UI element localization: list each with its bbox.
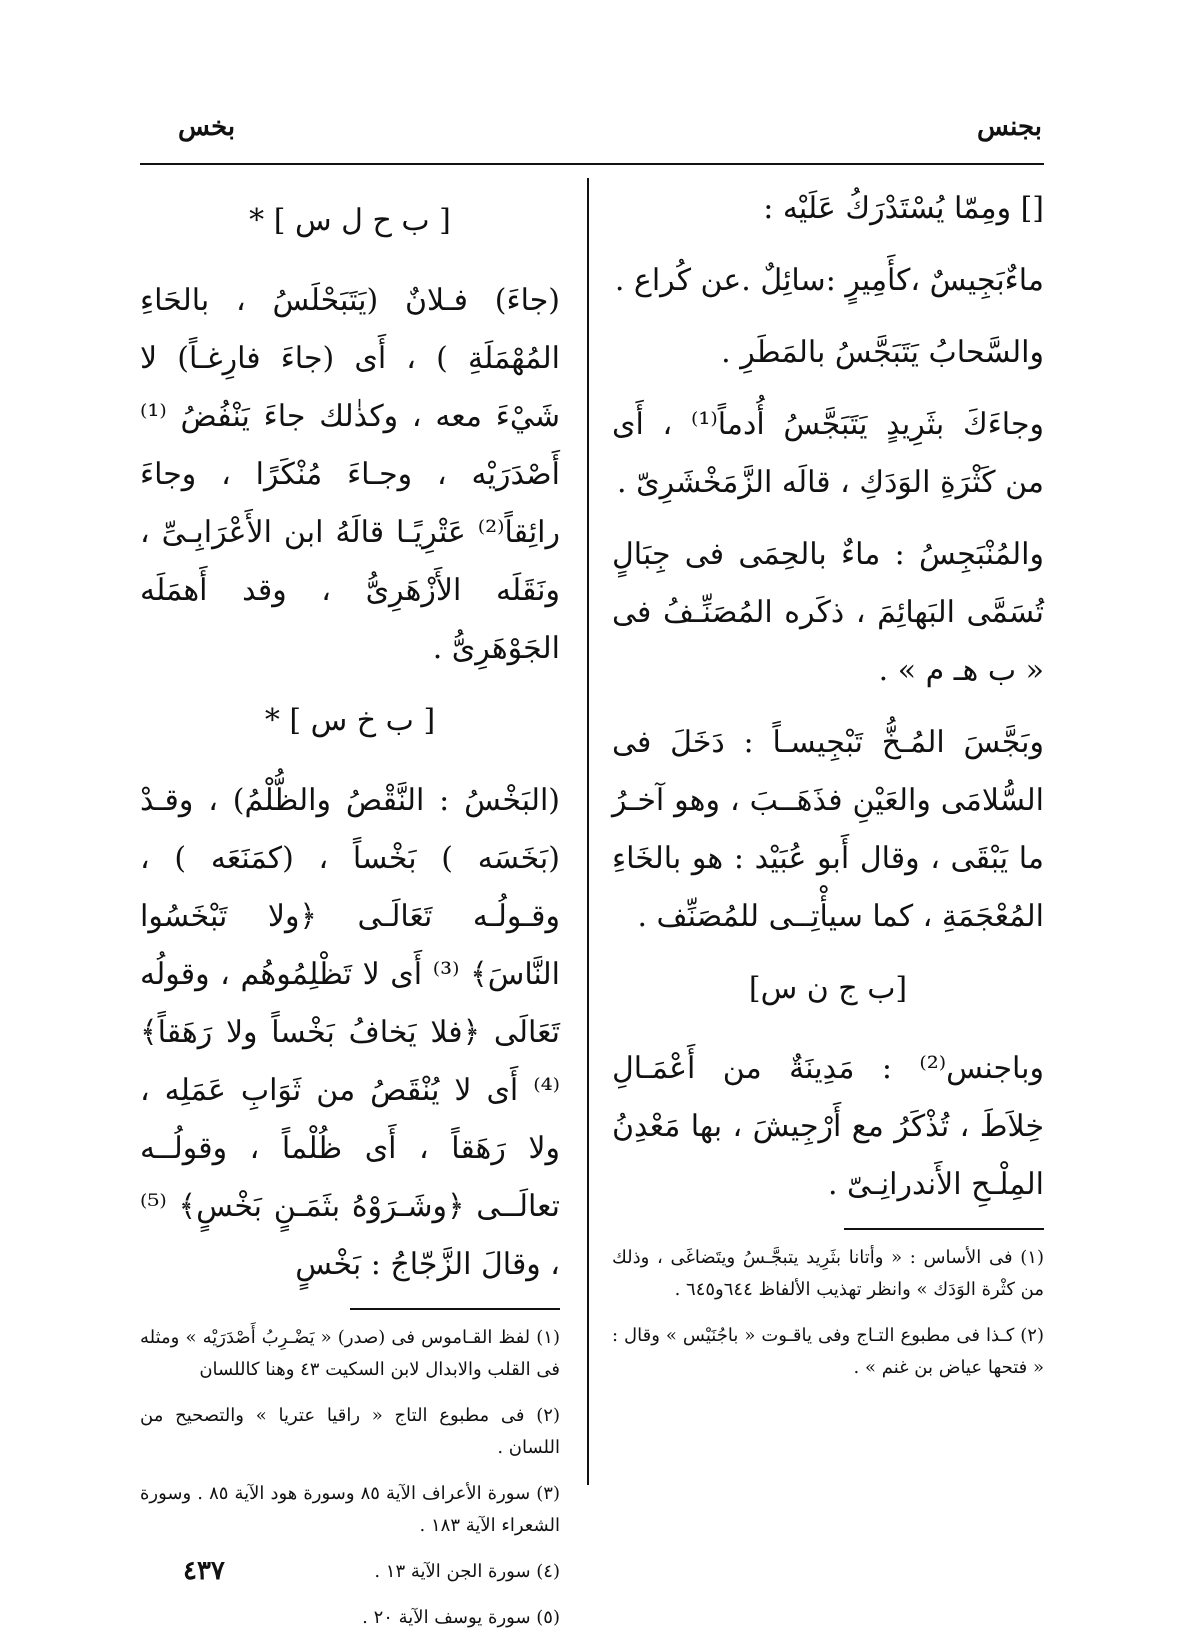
footnote: (٤) سورة الجن الآية ١٣ . xyxy=(374,1561,560,1582)
left-column xyxy=(140,180,560,1648)
footnote: (٥) سورة يوسف الآية ٢٠ . xyxy=(362,1607,560,1628)
paragraph: (جاءَ) فـلانٌ (يَتَبَحْلَسُ ، بالحَاءِ المُهْمَلَةِ ) ، أَى (جاءَ فارِغـاً) لا شَيْءَ معه ، وكذٰلك جاءَ يَنْفُضُ ⁽¹⁾ أَصْدَرَيْه ، وجـاءَ مُنْكَرًا ، وجاءَ رائِقاً⁽²⁾ عَتْرِيًـا قالَهُ ابن الأَعْرَابِـىِّ ، ونَقَلَه الأَزْهَرِىُّ ، وقد أَهمَلَه الجَوْهَرِىُّ . xyxy=(140,283,560,666)
footnote: (١) لفظ القـاموس فى (صدر) « يَضْـرِبُ أَصْدَرَيْه » ومثله فى القلب والابدال لابن السكيت ٤٣ وهنا كاللسان xyxy=(140,1327,560,1380)
footnote: (٢) فى مطبوع التاج « راقيا عتريا » والتصحيح من اللسان . xyxy=(140,1405,560,1458)
section-heading-addendum: [] ومِمّا يُسْتَدْرَكُ عَلَيْه : xyxy=(763,191,1044,226)
page-header-right-word: بجنس xyxy=(976,112,1042,142)
paragraph: وبَجَّسَ المُـخُّ تَبْجِيسـاً : دَخَلَ فى السُّلامَى والعَيْنِ فذَهَــبَ ، وهو آخـرُ ما يَبْقَى ، وقال أَبو عُبَيْد : هو بالخَاءِ المُعْجَمَةِ ، كما سيأْتِــى للمُصَنِّف . xyxy=(612,725,1044,934)
paragraph: (البَخْسُ : النَّقْصُ والظُّلْمُ) ، وقـدْ (بَخَسَه ) بَخْساً ، (كمَنَعَه ) ، وقـولُـه تَعَالَـى ﴿ولا تَبْخَسُوا النَّاسَ﴾ ⁽³⁾ أَى لا تَظْلِمُوهُم ، وقولُه تَعَالَى ﴿فلا يَخافُ بَخْساً ولا رَهَقاً﴾ ⁽⁴⁾ أَى لا يُنْقَصُ من ثَوَابِ عَمَلِه ، ولا رَهَقاً ، أَى ظُلْماً ، وقولُــه تعالَــى ﴿وشَـرَوْهُ بثَمَـنٍ بَخْسٍ﴾ ⁽⁵⁾ ، وقالَ الزَّجّاجُ : بَخْسٍ xyxy=(140,783,560,1282)
root-heading: [ ب ح ل س ] * xyxy=(249,203,451,238)
root-heading: [ب ج ن س] xyxy=(748,971,908,1006)
page-header-left-word: بخس xyxy=(178,112,236,142)
header-divider xyxy=(140,163,1044,165)
page-number: ٤٣٧ xyxy=(183,1556,225,1586)
footnote: (٢) كـذا فى مطبوع التـاج وفى ياقـوت « باجُنَيْس » وقال : « فتحها عياض بن غنم » . xyxy=(612,1325,1044,1378)
footnote: (٣) سورة الأعراف الآية ٨٥ وسورة هود الآية ٨٥ . وسورة الشعراء الآية ١٨٣ . xyxy=(140,1483,560,1536)
footnote-divider xyxy=(844,1228,1044,1230)
footnote-divider xyxy=(350,1308,560,1310)
paragraph: والسَّحابُ يَتَبَجَّسُ بالمَطَرِ . xyxy=(721,335,1044,370)
column-divider xyxy=(587,178,589,1485)
paragraph: والمُنْبَجِسُ : ماءٌ بالحِمَى فى جِبَالٍ تُسَمَّى البَهائِمَ ، ذكَره المُصَنِّـفُ فى « ب هـ م » . xyxy=(612,537,1044,688)
footnote: (١) فى الأساس : « وأتانا بثَرِيد يتبجَّـسُ ويتَضاغَى ، وذلك من كثْرة الوَدَك » وانظر تهذيب الألفاظ ٦٤٤و٦٤٥ . xyxy=(612,1247,1044,1300)
paragraph: وباجنس⁽²⁾ : مَدِينَةٌ من أَعْمَـالِ خِلاَطَ ، تُذْكَرُ مع أَرْجِيشَ ، بها مَعْدِنُ المِلْـحِ الأَندرانِـىّ . xyxy=(612,1051,1044,1202)
right-column xyxy=(612,180,1044,1398)
paragraph: ماءٌبَجِيسٌ ،كأَمِيرٍ :سائِلٌ .عن كُراع . xyxy=(614,263,1044,298)
paragraph: وجاءَكَ بثَرِيدٍ يَتَبَجَّسُ أُدماً⁽¹⁾ ، أَى من كَثْرَةِ الوَدَكِ ، قالَه الزَّمَخْشَرِىّ . xyxy=(612,407,1044,500)
root-heading: [ ب خ س ] * xyxy=(264,703,436,738)
